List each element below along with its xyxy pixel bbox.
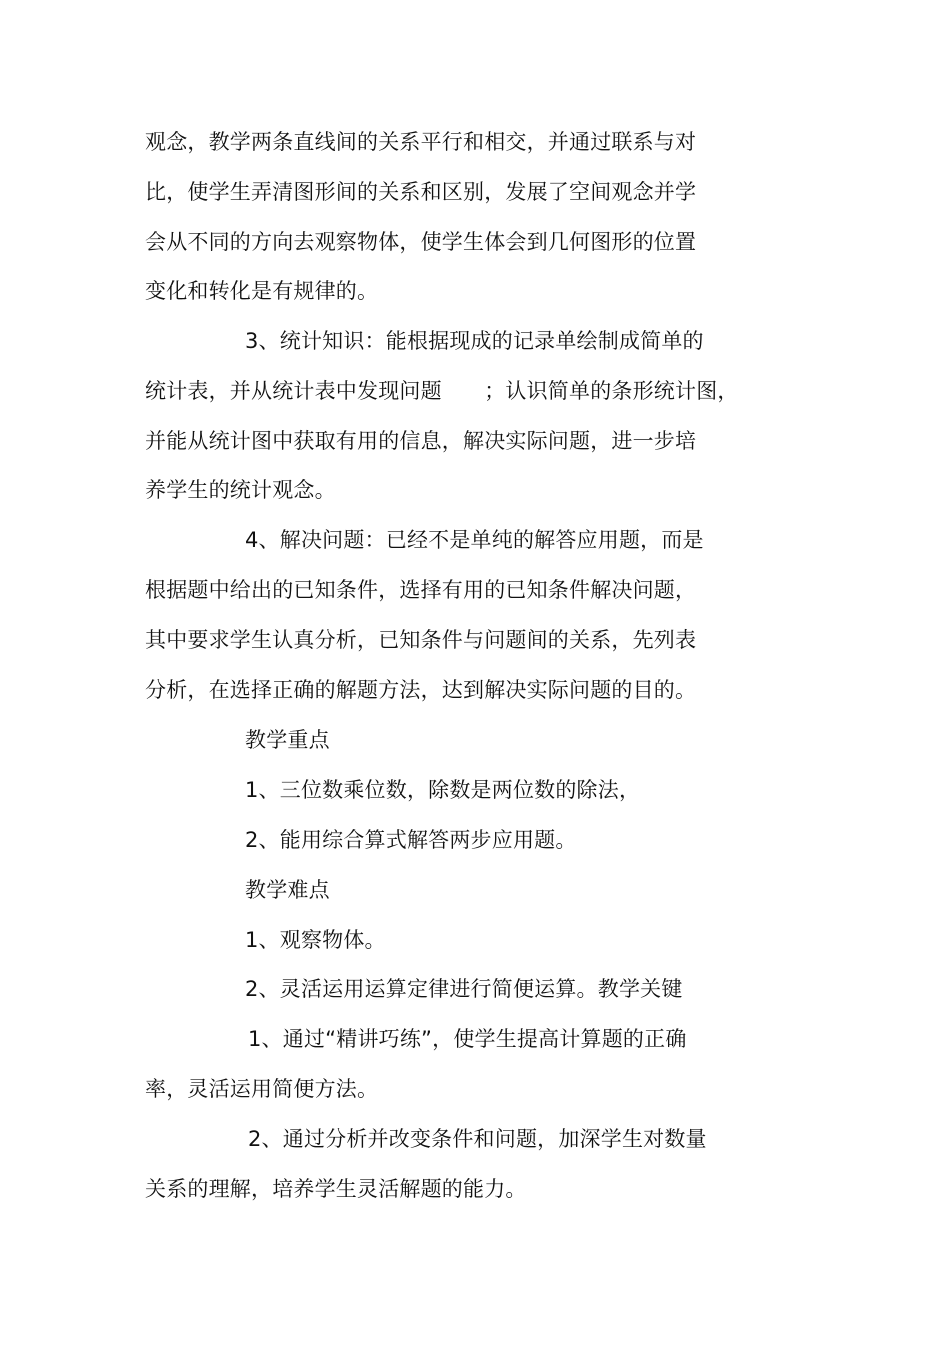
teaching-focus-heading: 教学重点 bbox=[245, 728, 330, 752]
paragraph-line: 关系的理解，培养学生灵活解题的能力。 bbox=[145, 1177, 527, 1201]
list-item: 1、观察物体。 bbox=[245, 928, 386, 952]
paragraph-line: 率，灵活运用简便方法。 bbox=[145, 1077, 379, 1101]
list-item: 2、能用综合算式解答两步应用题。 bbox=[245, 828, 577, 852]
paragraph-line: 比，使学生弄清图形间的关系和区别，发展了空间观念并学 bbox=[145, 180, 697, 204]
paragraph-line: 根据题中给出的已知条件，选择有用的已知条件解决问题， bbox=[145, 578, 697, 602]
paragraph-line: 观念，教学两条直线间的关系平行和相交，并通过联系与对 bbox=[145, 130, 697, 154]
section-statistics-heading: 3、统计知识：能根据现成的记录单绘制成简单的 bbox=[245, 329, 704, 353]
teaching-difficulty-heading: 教学难点 bbox=[245, 878, 330, 902]
paragraph-line: 统计表，并从统计表中发现问题 ；认识简单的条形统计图， bbox=[145, 379, 739, 403]
paragraph-line: 其中要求学生认真分析，已知条件与问题间的关系，先列表 bbox=[145, 628, 697, 652]
paragraph-line: 变化和转化是有规律的。 bbox=[145, 279, 379, 303]
list-item: 2、通过分析并改变条件和问题，加深学生对数量 bbox=[248, 1127, 707, 1151]
paragraph-line: 养学生的统计观念。 bbox=[145, 478, 336, 502]
section-problem-solving-heading: 4、解决问题：已经不是单纯的解答应用题，而是 bbox=[245, 528, 704, 552]
list-item: 1、三位数乘位数，除数是两位数的除法， bbox=[245, 778, 641, 802]
paragraph-line: 分析，在选择正确的解题方法，达到解决实际问题的目的。 bbox=[145, 678, 697, 702]
list-item: 2、灵活运用运算定律进行简便运算。教学关键 bbox=[245, 977, 683, 1001]
paragraph-line: 并能从统计图中获取有用的信息，解决实际问题，进一步培 bbox=[145, 429, 697, 453]
paragraph-line: 会从不同的方向去观察物体，使学生体会到几何图形的位置 bbox=[145, 230, 697, 254]
list-item: 1、通过“精讲巧练”，使学生提高计算题的正确 bbox=[248, 1027, 687, 1051]
